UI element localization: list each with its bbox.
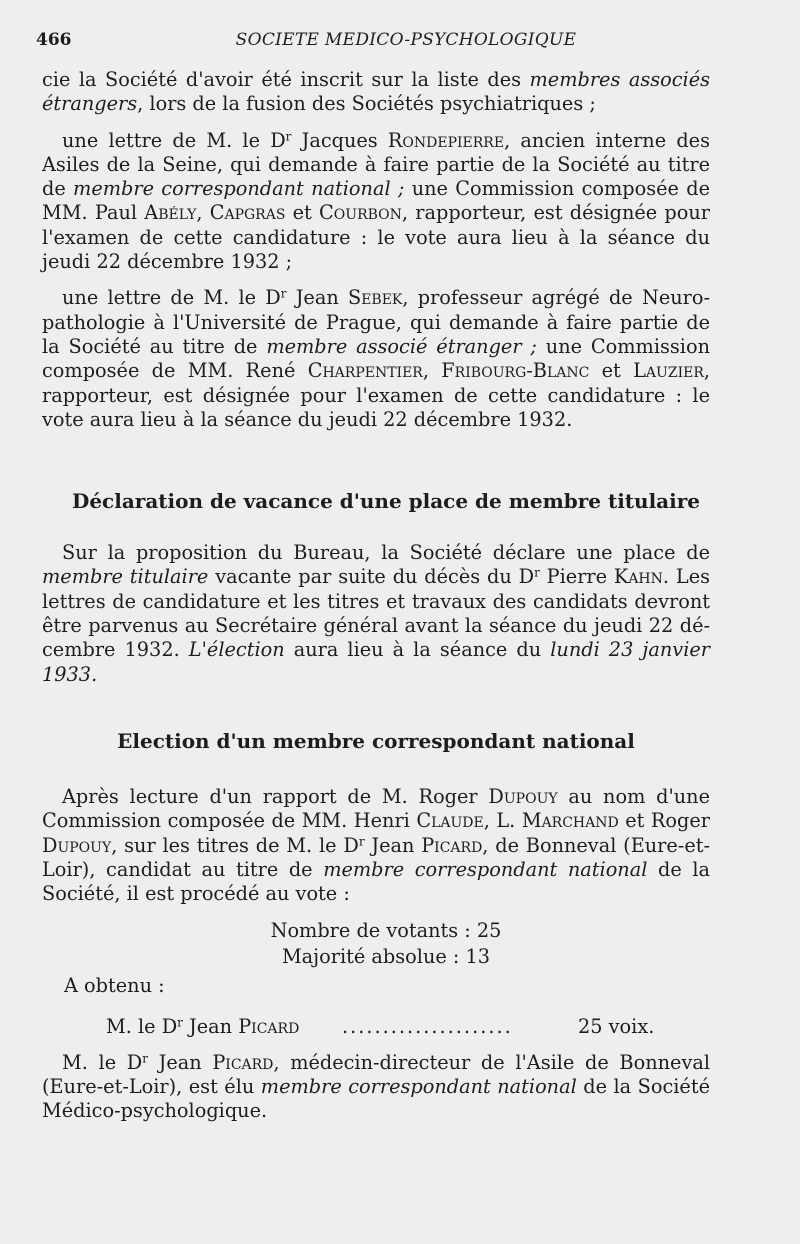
- result-vote-count: 25 voix.: [578, 1014, 655, 1038]
- paragraph-vacancy: Sur la proposition du Bureau, la Société déclare une place de membre titulaire vacante par suite du décès du $D^r$ Pierre Kahn. Les lettres de candidature et les titres et travaux des candidats devront être parvenus au Secrétaire général avant la séance du jeudi 22 décembre 1932. L'élection aura lieu à la séance du lundi 23 janvier 1933.: [42, 541, 710, 686]
- running-head: SOCIETE MEDICO-PSYCHOLOGIQUE: [235, 30, 577, 50]
- absolute-majority: Majorité absolue : 13: [281, 945, 491, 969]
- paragraph-continuation: cie la Société d'avoir été inscrit sur la liste des membres associés étrangers, lors de la fusion des Sociétés psychiatriques ;: [42, 68, 710, 116]
- paragraph-election-report: Après lecture d'un rapport de M. Roger Dupouy au nom d'une Commission composée de MM. Henri Claude, L. Marchand et Roger Dupouy, sur les titres de M. le $D^r$ Jean Picard, de Bonneval (Eure-et-Loir), candidat au titre de membre correspondant national de la Société, il est procédé au vote :: [42, 784, 710, 906]
- section-heading-election: Election d'un membre correspondant national: [117, 728, 635, 753]
- result-leader-dots: .....................: [342, 1014, 513, 1038]
- result-candidate: M. le $D^r$ Jean Picard: [106, 1014, 300, 1038]
- vote-result-line: [42, 1015, 710, 1045]
- obtenu-label: A obtenu :: [64, 974, 165, 998]
- section-heading-vacancy: Déclaration de vacance d'une place de membre titulaire: [71, 489, 701, 514]
- page-number: 466: [36, 30, 72, 50]
- vote-tally: [62, 918, 710, 970]
- paragraph-election-result: M. le $D^r$ Jean Picard, médecin-directeur de l'Asile de Bonneval (Eure-et-Loir), est élu membre correspondant national de la Société Médico-psychologique.: [42, 1050, 710, 1123]
- paragraph-rondepierre-letter: une lettre de M. le $D^r$ Jacques Rondepierre, ancien interne des Asiles de la Seine, qui demande à faire partie de la Société au titre de membre correspondant national ; une Commission composée de MM. Paul Abély, Capgras et Courbon, rapporteur, est désignée pour l'examen de cette candidature : le vote aura lieu à la séance du jeudi 22 décembre 1932 ;: [42, 128, 711, 274]
- page-body: [42, 68, 710, 1136]
- paragraph-sebek-letter: une lettre de M. le $D^r$ Jean Sebek, professeur agrégé de Neuropathologie à l'Université de Prague, qui demande à faire partie de la Société au titre de membre associé étranger ; une Commission composée de MM. René Charpentier, Fribourg-Blanc et Lauzier, rapporteur, est désignée pour l'examen de cette candidature : le vote aura lieu à la séance du jeudi 22 décembre 1932.: [42, 286, 710, 431]
- page-header: [36, 30, 776, 56]
- voters-count: Nombre de votants : 25: [270, 919, 502, 943]
